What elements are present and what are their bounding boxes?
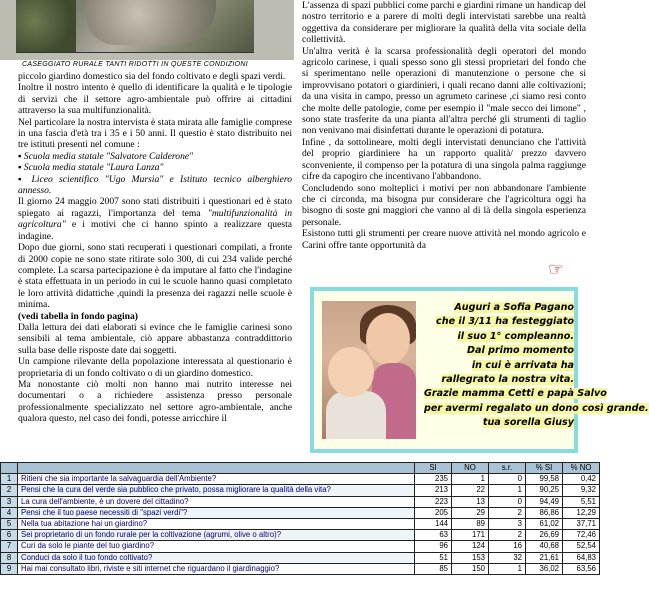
table-cell: 61,02 (526, 518, 563, 529)
table-cell: 36,02 (526, 563, 563, 574)
table-cell: 72,46 (563, 530, 600, 541)
table-cell: 85 (415, 563, 452, 574)
left-paragraph-4 (18, 196, 292, 242)
table-cell: 51 (415, 552, 452, 563)
table-cell: 32 (489, 552, 526, 563)
table-cell: Curi da solo le piante del tuo giardino? (18, 541, 415, 552)
table-cell: 5,51 (563, 496, 600, 507)
table-cell: 213 (415, 485, 452, 496)
greeting-line: Grazie mamma Cetti e papà Salvo (424, 388, 607, 400)
p4-pre: Il giorno 24 maggio 2007 sono stati distribuiti i questionari ed è stato spiegato ai ragazzi, l'importanza del tema (18, 196, 292, 219)
table-cell: 22 (452, 485, 489, 496)
table-cell: 9,32 (563, 485, 600, 496)
table-cell: 150 (452, 563, 489, 574)
table-cell: 144 (415, 518, 452, 529)
photo-foliage (16, 0, 76, 52)
table-row (1, 485, 600, 496)
table-row (1, 563, 600, 574)
table-header-cell: % SI (526, 463, 563, 474)
table-cell: 96 (415, 541, 452, 552)
left-paragraph-2: Inoltre il nostro intento è quello di identificare la qualità e le tipologie di servizi che il settore agro-ambientale può offrire ai cittadini attraverso la sua multifunzionalità. (18, 82, 292, 117)
table-cell: 9 (1, 563, 18, 574)
table-cell: 0 (489, 496, 526, 507)
table-cell: 90,25 (526, 485, 563, 496)
table-cell: 3 (1, 496, 18, 507)
table-cell: 12,29 (563, 507, 600, 518)
table-cell: 153 (452, 552, 489, 563)
greeting-line: Auguri a Sofia Pagano (454, 302, 574, 313)
right-paragraph-5: Esistono tutti gli strumenti per creare nuove attività nel mondo agricolo e Carini offre tante opportunità da (302, 228, 586, 251)
table-cell: 37,71 (563, 518, 600, 529)
school-item: ▪ Scuola media statale "Laura Lanza" (18, 162, 164, 174)
table-cell: 0 (489, 474, 526, 485)
table-cell: 5 (1, 518, 18, 529)
table-row (1, 474, 600, 485)
table-cell: 16 (489, 541, 526, 552)
table-cell: 99,58 (526, 474, 563, 485)
table-cell: Pensi che il tuo paese necessiti di "spazi verdi"? (18, 507, 415, 518)
table-cell: 124 (452, 541, 489, 552)
left-paragraph-3: Nel particolare la nostra intervista è stata mirata alle famiglie comprese in una fascia d'età tra i 35 e i 50 anni. Il questio è stato distribuito nei tre istituti presenti nel comune : (18, 116, 292, 151)
table-header-cell (1, 463, 18, 474)
greeting-message (424, 301, 649, 431)
survey-table (0, 462, 600, 575)
photo-body-baby (326, 391, 386, 439)
table-cell: 64,83 (563, 552, 600, 563)
table-cell: 1 (489, 485, 526, 496)
table-row (1, 530, 600, 541)
right-paragraph-3: Infine , da sottolineare, molti degli intervistati denunciano che l'attività del proprio giardiniere ha un rapporto qualità/ prezzo davvero sconveniente, il compenso per la potatura di una singola palma raggiunge cifre da capogiro che incentivano l'abbandono. (302, 136, 586, 183)
school-list (18, 151, 292, 197)
table-header-cell: SI (415, 463, 452, 474)
table-cell: 86,86 (526, 507, 563, 518)
greeting-line: rallegrato la nostra vita. (441, 374, 574, 386)
table-cell: 1 (1, 474, 18, 485)
table-cell: 205 (415, 507, 452, 518)
greeting-line: per avermi regalato un dono così grande. (424, 402, 649, 414)
table-cell: 171 (452, 530, 489, 541)
table-cell: 89 (452, 518, 489, 529)
table-cell: 40,68 (526, 541, 563, 552)
table-cell: 2 (489, 507, 526, 518)
left-paragraph-7: Dalla lettura dei dati elaborati si evince che le famiglie carinesi sono sensibili al tema ambientale, ciò appare abbastanza contraddittorio sulla base delle risposte date dai soggetti. (18, 321, 292, 356)
table-cell: 2 (489, 530, 526, 541)
table-header-cell: NO (452, 463, 489, 474)
pointing-hand-icon: ☞ (548, 259, 565, 280)
photo-face-girl (366, 313, 410, 365)
table-header-row (1, 463, 600, 474)
school-item: ▪ Liceo scientifico "Ugo Mursia" e Istituto tecnico alberghiero annesso. (18, 173, 292, 197)
table-header-cell: s.r. (489, 463, 526, 474)
table-header-cell (18, 463, 415, 474)
greeting-line: Dal primo momento (467, 345, 574, 357)
left-paragraph-1: piccolo giardino domestico sia del fondo coltivato e degli spazi verdi. (18, 71, 286, 82)
table-cell: 6 (1, 530, 18, 541)
photo-face-baby (328, 347, 374, 397)
table-cell: 0,42 (563, 474, 600, 485)
table-cell: 52,54 (563, 541, 600, 552)
table-cell: 223 (415, 496, 452, 507)
table-cell: 8 (1, 552, 18, 563)
right-paragraph-1: L'assenza di spazi pubblici come parchi e giardini rimane un handicap del nostro territorio e a parere di molti degli intervistati sarebbe una realtà oggettiva da considerare per migliorare la qualità della vita sociale della collettività. (302, 0, 586, 46)
table-cell: Sei proprietario di un fondo rurale per la coltivazione (agrumi, olive o altro)? (18, 530, 415, 541)
table-cell: 2 (1, 485, 18, 496)
table-cell: Ritieni che sia importante la salvaguardia dell'Ambiente? (18, 474, 415, 485)
left-column (18, 71, 292, 465)
table-row (1, 518, 600, 529)
table-row (1, 496, 600, 507)
greeting-line: in cui è arrivata ha (471, 359, 574, 371)
left-paragraph-8: Un campione rilevante della popolazione interessata al questionario è proprietaria di un fondo coltivato o di un giardino domestico. (18, 356, 292, 379)
greeting-line: il suo 1° compleanno. (457, 330, 574, 342)
greeting-line: che il 3/11 ha festeggiato (436, 316, 574, 328)
table-cell: 63 (415, 530, 452, 541)
school-item: ▪ Scuola media statale "Salvatore Calderone" (18, 150, 194, 162)
photo-ruin (86, 0, 216, 45)
table-cell: 1 (452, 474, 489, 485)
table-cell: 26,69 (526, 530, 563, 541)
table-cell: Nella tua abitazione hai un giardino? (18, 518, 415, 529)
table-cell: Hai mai consultato libri, riviste e siti internet che riguardano il giardinaggio? (18, 563, 415, 574)
p4-post: e i motivi che ci hanno spinto a realizzare questa indagine. (18, 219, 292, 242)
table-cell: Conduci da solo il tuo fondo coltivato? (18, 552, 415, 563)
table-cell: 63,56 (563, 563, 600, 574)
right-paragraph-2: Un'altra verità è la scarsa professionalità degli operatori del mondo agricolo carinese, i quali spesso sono gli stessi proprietari del fondo che si sperimentano nelle operazioni di manutenzione o persone che si improvvisano potatori o giardinieri, i quali recano danni alle coltivazioni; da una visita in campo, presso un agrumeto carinese ,ci siamo resi conto che molte delle patologie, come per esempio il "male secco dei limone" , sono state trasferite da una pianta all'altra perché gli strumenti di taglio non venivano mai disinfettati durante le operazioni di potatura. (302, 45, 586, 137)
table-cell: 21,61 (526, 552, 563, 563)
children-photo (322, 301, 416, 439)
table-row (1, 552, 600, 563)
table-cell: 94,49 (526, 496, 563, 507)
rural-house-photo (16, 0, 254, 53)
p4-ital: "multifunzionalità in agricoltura" (18, 207, 292, 231)
table-header-cell: % NO (563, 463, 600, 474)
table-cell: La cura dell'ambiente, è un dovere del cittadino? (18, 496, 415, 507)
table-cell: 7 (1, 541, 18, 552)
table-cell: Pensi che la cura del verde sia pubblico che privato, possa migliorare la qualità della vita? (18, 485, 415, 496)
table-reference: (vedi tabella in fondo pagina) (18, 310, 138, 322)
table-cell: 4 (1, 507, 18, 518)
photo-caption: CASEGGIATO RURALE TANTI RIDOTTI IN QUESTE CONDIZIONI (22, 61, 249, 68)
table-cell: 3 (489, 518, 526, 529)
table-cell: 29 (452, 507, 489, 518)
photo-area (0, 0, 294, 60)
right-paragraph-4: Concludendo sono molteplici i motivi per non abbandonare l'ambiente che ci circonda, ma bisogna pur considerare che l'agricoltura oggi ha bisogno di soste gni maggiori che vanno al di là della singola esperienza personale. (302, 182, 586, 228)
left-paragraph-9: Ma nonostante ciò molti non hanno mai nutrito interesse nei documentari o a richiedere assistenza presso personale professionalmente specializzato nel settore agro-ambientale, anche qualora questo, nel caso dei fondi, potesse arricchire il (18, 378, 292, 425)
right-column (302, 0, 586, 278)
table-row (1, 541, 600, 552)
table-cell: 1 (489, 563, 526, 574)
birthday-greeting-box (310, 287, 649, 453)
greeting-line: tua sorella Giusy (482, 417, 574, 429)
left-paragraph-5: Dopo due giorni, sono stati recuperati i questionari compilati, a fronte di 2000 copie ne sono state ritirate solo 300, di cui 234 valide perché complete. La scarsa partecipazione è da imputare al fatto che l'indagine è stata effettuata in un periodo in cui le scuole hanno quasi completato le loro attività didattiche ,quindi la presenza dei ragazzi nelle scuole è minima. (18, 242, 292, 311)
table-row (1, 507, 600, 518)
table-cell: 13 (452, 496, 489, 507)
table-cell: 235 (415, 474, 452, 485)
